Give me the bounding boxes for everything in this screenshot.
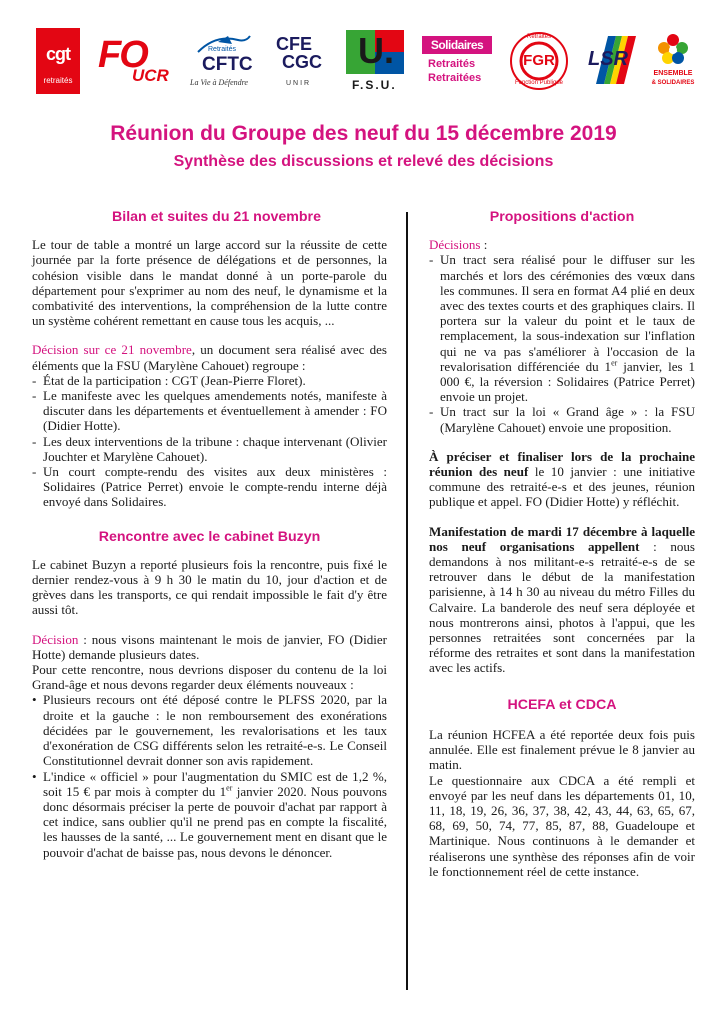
section-heading-hcefa: HCEFA et CDCA (507, 696, 617, 713)
page-subtitle: Synthèse des discussions et relevé des décisions (173, 153, 554, 170)
union-logo-strip (30, 28, 700, 100)
bilan-decision-paragraph: Décision sur ce 21 novembre, un document sera réalisé avec des éléments que la FSU (Marylène Cahouet) regroupe : (32, 342, 388, 373)
list-item: - Le manifeste avec les quelques amendements notés, manifeste à discuter dans les départements et éventuellement à amender : FO (Didier Hotte). (32, 388, 387, 434)
flower-icon (646, 30, 700, 68)
decision-label: Décision (32, 631, 79, 647)
decisions-label: Décisions (429, 237, 481, 253)
lsr-logo: LSR (586, 28, 638, 94)
list-item: - Les deux interventions de la tribune : chaque intervenant (Olivier Jouchter et Marylène Cahouet). (32, 434, 387, 464)
cfe-cgc-logo: CFE CGC UNIR (276, 34, 322, 87)
list-item: - État de la participation : CGT (Jean-Pierre Floret). (32, 373, 387, 388)
list-item: - Un tract sera réalisé pour le diffuser sur les marchés et lors des cérémonies des vœux dans les communes. Il sera en format A4 plié en deux avec des textes courts et des graphiques clairs. Il portera sur la valeur du point et le taux de remplacement, la sous-indexation sur l'inflation qui ne va pas s'améliorer à l'occasion de la revalorisation différenciée du 1er janvier, les 1 000 €, la réversion : Solidaires (Patrice Perret) envoie un projet. (429, 252, 695, 404)
solidaires-logo: Solidaires Retraités Retraitées (422, 28, 492, 94)
prochaine-reunion-paragraph: À préciser et finaliser lors de la prochaine réunion des neuf le 10 janvier : une initiative commune des retraité-e-s et des jeunes, réunion publique et appel. FO (Didier Hotte) y réfléchit. (429, 448, 695, 510)
column-divider (406, 212, 408, 990)
fo-ucr-logo: FO UCR (98, 34, 169, 85)
cgt-logo: cgt retraités (36, 28, 80, 94)
buzyn-elements-list (32, 692, 387, 859)
left-column (32, 210, 387, 860)
fsu-logo: U. F.S.U. (344, 28, 406, 94)
list-item: • L'indice « officiel » pour l'augmentation du SMIC est de 1,2 %, soit 15 € par mois à compter du 1er janvier 2020. Nous pouvons donc désormais préciser la perte de pouvoir d'achat par rapport à cet indice, sans oublier qu'il ne prend pas en compte la fiscalité, les hausses de la santé, ... Le gouvernement ment en disant que le pouvoir d'achat de baisse pas, nous devons le dénoncer. (32, 769, 387, 860)
hcfea-paragraph: La réunion HCFEA a été reportée deux fois puis annulée. Elle est finalement prévue le 8 janvier au matin. (429, 726, 695, 773)
list-item: - Un tract sur la loi « Grand âge » : la FSU (Marylène Cahouet) envoie une proposition. (429, 404, 695, 434)
list-item: • Plusieurs recours ont été déposé contre le PLFSS 2020, par la droite et la gauche : le non remboursement des exonérations décidées par le gouvernement, les revalorisations et les taux d'exonération de CSG différents selon les retraité-e-s. Le Conseil Constitutionnel devrait donner son avis rapidement. (32, 692, 387, 768)
right-column (429, 210, 695, 879)
ensemble-solidaires-logo: ENSEMBLE & SOLIDAIRES (646, 28, 700, 94)
decisions-heading: Décisions : (429, 237, 488, 253)
list-item: - Un court compte-rendu des visites aux deux ministères : Solidaires (Patrice Perret) envoie le compte-rendu interne déjà envoyé dans Solidaires. (32, 464, 387, 510)
page-title: Réunion du Groupe des neuf du 15 décembre 2019 (110, 122, 617, 145)
bilan-intro-paragraph: Le tour de table a montré un large accord sur la réussite de cette journée par la forte présence de délégations et de personnes, la cohésion visible dans le mandat donné à un porte-parole du département pour s'exprimer au nom des neuf, le dynamisme et la combativité des interventions, la compréhension de la lutte contre un système cohérent remettant en cause tous les acquis, ... (32, 237, 387, 329)
bilan-decision-list (32, 373, 387, 510)
decision-label: Décision sur ce 21 novembre (32, 342, 192, 358)
cftc-logo: Retraités CFTC La Vie à Défendre (188, 28, 258, 94)
section-heading-buzyn: Rencontre avec le cabinet Buzyn (98, 528, 321, 545)
buzyn-intro-paragraph: Le cabinet Buzyn a reporté plusieurs fois la rencontre, puis fixé le dernier rendez-vous à 9 h 30 le matin du 10, jour d'action et de grèves dans les transports, ce qui rendait impossible le fait d'y être aussi tôt. (32, 556, 387, 618)
section-heading-propositions: Propositions d'action (489, 209, 635, 225)
manifestation-paragraph: Manifestation de mardi 17 décembre à laquelle nos neuf organisations appellent : nous demandons à nos militant-e-s retraité-e-s de se retrouver dans le début de la manifestation parisienne, à 14 h 30 au niveau du métro Filles du Calvaire. La banderole des neuf sera déployée et nous montrerons ainsi, photos à l'appui, que les personnes retraitées sont concernées par la réforme des retraites et sont dans la manifestation avec les actifs. (429, 523, 696, 676)
buzyn-context-paragraph: Pour cette rencontre, nous devrions disposer du contenu de la loi Grand-âge et nous devons regarder deux éléments nouveaux : (32, 662, 387, 693)
action-list (429, 252, 695, 434)
buzyn-decision-paragraph: Décision : nous visons maintenant le mois de janvier, FO (Didier Hotte) demande plusieurs dates. (32, 631, 387, 662)
fgr-fonction-publique-logo: FGR Retraités Fonction Publique (506, 28, 572, 94)
section-heading-bilan: Bilan et suites du 21 novembre (112, 209, 321, 225)
cdca-paragraph: Le questionnaire aux CDCA a été rempli et envoyé par les neuf dans les départements 01, 10, 11, 18, 19, 26, 36, 37, 38, 42, 43, 44, 63, 65, 67, 68, 69, 50, 74, 77, 85, 87, 88, Guadeloupe et Martinique. Nous continuons à le demander et réaliserons une synthèse des réponses afin de voir le fonctionnement réel de cette instance. (429, 772, 695, 879)
